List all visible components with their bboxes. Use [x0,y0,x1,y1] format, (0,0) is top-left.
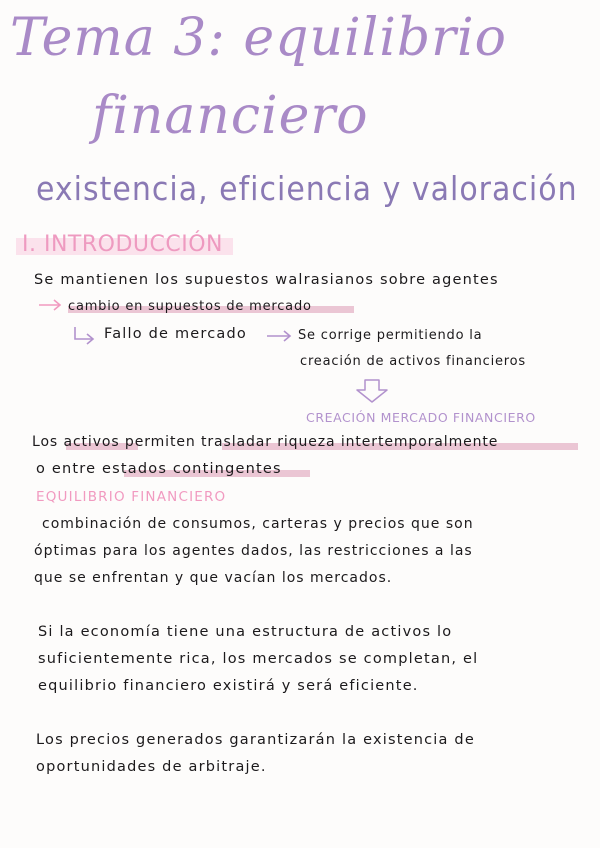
p2-line2: suficientemente rica, los mercados se completan, el [38,651,479,667]
label-creacion-mercado: CREACIÓN MERCADO FINANCIERO [306,410,536,425]
text-fallo-mercado: Fallo de mercado [104,326,247,342]
text-se-corrige: Se corrige permitiendo la [298,328,483,343]
title-line2: financiero [92,86,369,146]
arrow-right-icon [266,329,294,343]
text-line-supuestos: Se mantienen los supuestos walrasianos sobre agentes [34,272,499,288]
p1-line1: combinación de consumos, carteras y precios que son [42,516,474,532]
p3-line1: Los precios generados garantizarán la existencia de [36,732,475,748]
text-line-estados: o entre estados contingentes [36,461,282,477]
outline-down-arrow-icon [354,378,390,404]
p2-line1: Si la economía tiene una estructura de activos lo [38,624,453,640]
p1-line3: que se enfrentan y que vacían los mercados. [34,570,393,586]
p1-line2: óptimas para los agentes dados, las restricciones a las [34,543,473,559]
subtitle: existencia, eficiencia y valoración [36,170,578,209]
section-heading-introduccion [22,232,223,257]
text-creacion-activos: creación de activos financieros [300,354,526,369]
text-line-activos: Los activos permiten trasladar riqueza intertemporalmente [32,434,499,450]
heading-equilibrio-financiero: EQUILIBRIO FINANCIERO [36,489,227,505]
arrow-right-icon [38,296,64,312]
text-line-cambio: cambio en supuestos de mercado [68,299,312,314]
p2-line3: equilibrio financiero existirá y será eficiente. [38,678,419,694]
section-heading-text: I. INTRODUCCIÓN [22,232,223,257]
hook-arrow-icon [72,326,98,346]
p3-line2: oportunidades de arbitraje. [36,759,267,775]
title-line1: Tema 3: equilibrio [10,8,507,68]
